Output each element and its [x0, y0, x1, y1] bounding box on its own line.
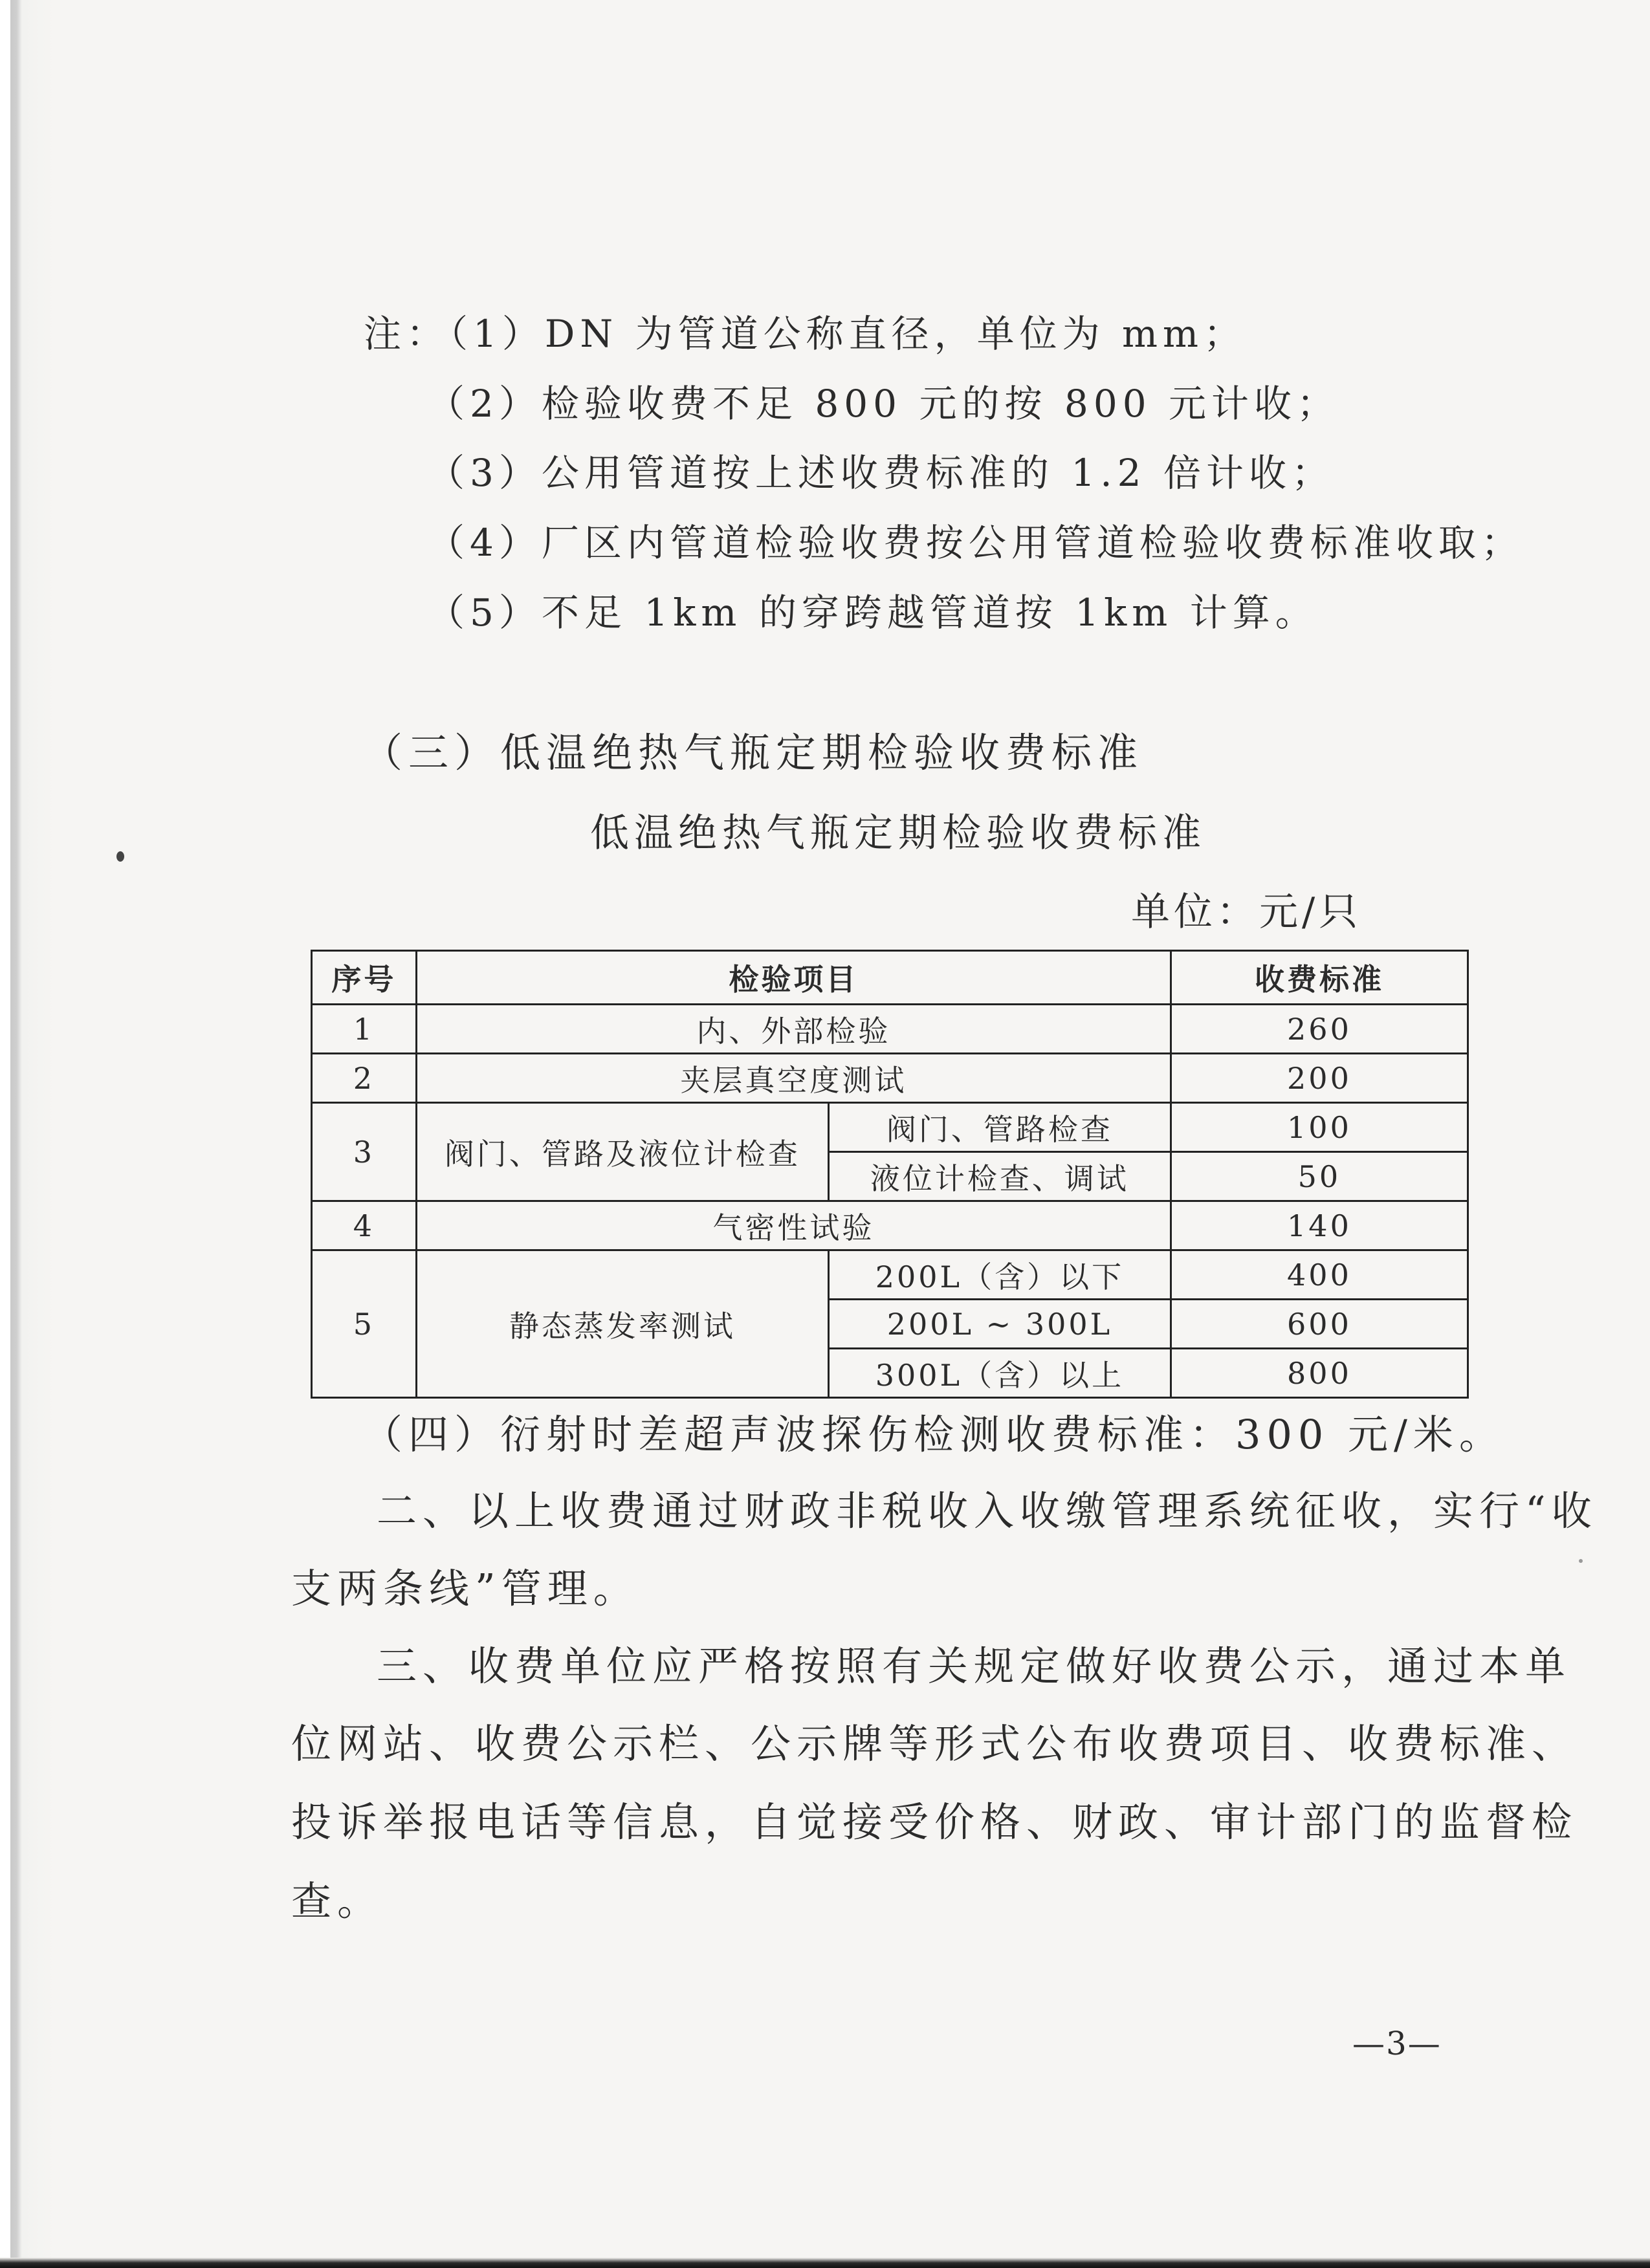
table-row	[312, 1250, 1468, 1300]
paragraph-2-line-1: 二、以上收费通过财政非税收入收缴管理系统征收，实行“收	[377, 1487, 1598, 1534]
fee-cell: 100	[1171, 1103, 1468, 1152]
table-row	[312, 1005, 1468, 1054]
sub-item-cell: 阀门、管路检查	[828, 1103, 1171, 1152]
table-row	[312, 1201, 1468, 1250]
item-cell: 夹层真空度测试	[416, 1054, 1171, 1103]
header-cell: 序号	[312, 951, 417, 1005]
scan-speck	[116, 851, 124, 862]
item-cell: 静态蒸发率测试	[416, 1250, 828, 1398]
row-number: 2	[312, 1054, 417, 1103]
item-cell: 气密性试验	[416, 1201, 1171, 1250]
table-unit: 单位：元/只	[1131, 889, 1362, 935]
table-row	[312, 1103, 1468, 1152]
note-2: （2）检验收费不足 800 元的按 800 元计收；	[427, 382, 1340, 426]
section-4: （四）衍射时差超声波探伤检测收费标准：300 元/米。	[362, 1411, 1505, 1458]
paragraph-3-line-3: 投诉举报电话等信息，自觉接受价格、财政、审计部门的监督检	[291, 1798, 1578, 1846]
fee-cell: 140	[1171, 1201, 1468, 1250]
note-5: （5）不足 1km 的穿跨越管道按 1km 计算。	[427, 591, 1318, 635]
fee-cell: 260	[1171, 1005, 1468, 1054]
sub-item-cell: 液位计检查、调试	[828, 1152, 1171, 1201]
row-number: 3	[312, 1103, 417, 1201]
table-row	[312, 1054, 1468, 1103]
page-number: —3—	[1352, 2025, 1442, 2062]
header-cell: 收费标准	[1171, 951, 1468, 1005]
fee-table	[311, 950, 1469, 1399]
row-number: 1	[312, 1005, 417, 1054]
table-header-row	[312, 951, 1468, 1005]
sub-item-cell: 300L（含）以上	[828, 1349, 1171, 1398]
table-title: 低温绝热气瓶定期检验收费标准	[590, 811, 1206, 856]
note-3: （3）公用管道按上述收费标准的 1.2 倍计收；	[427, 451, 1335, 495]
sub-item-cell: 200L ~ 300L	[828, 1300, 1171, 1349]
fee-cell: 600	[1171, 1300, 1468, 1349]
section-3-heading: （三）低温绝热气瓶定期检验收费标准	[362, 729, 1144, 776]
paragraph-3-line-2: 位网站、收费公示栏、公示牌等形式公布收费项目、收费标准、	[291, 1720, 1578, 1767]
sub-item-cell: 200L（含）以下	[828, 1250, 1171, 1300]
fee-cell: 200	[1171, 1054, 1468, 1103]
paragraph-2-line-2: 支两条线”管理。	[291, 1565, 639, 1612]
scan-speck	[1579, 1559, 1583, 1563]
paragraph-3-line-1: 三、收费单位应严格按照有关规定做好收费公示，通过本单	[377, 1642, 1572, 1690]
paragraph-3-line-4: 查。	[291, 1877, 384, 1925]
fee-cell: 800	[1171, 1349, 1468, 1398]
item-cell: 阀门、管路及液位计检查	[416, 1103, 828, 1201]
note-1: 注：（1）DN 为管道公称直径，单位为 mm；	[364, 312, 1247, 356]
scan-edge-left	[0, 0, 56, 2268]
row-number: 4	[312, 1201, 417, 1250]
note-4: （4）厂区内管道检验收费按公用管道检验收费标准收取；	[427, 521, 1524, 565]
item-cell: 内、外部检验	[416, 1005, 1171, 1054]
scan-edge-bottom	[0, 2258, 1650, 2268]
fee-cell: 50	[1171, 1152, 1468, 1201]
row-number: 5	[312, 1250, 417, 1398]
fee-cell: 400	[1171, 1250, 1468, 1300]
header-cell: 检验项目	[416, 951, 1171, 1005]
